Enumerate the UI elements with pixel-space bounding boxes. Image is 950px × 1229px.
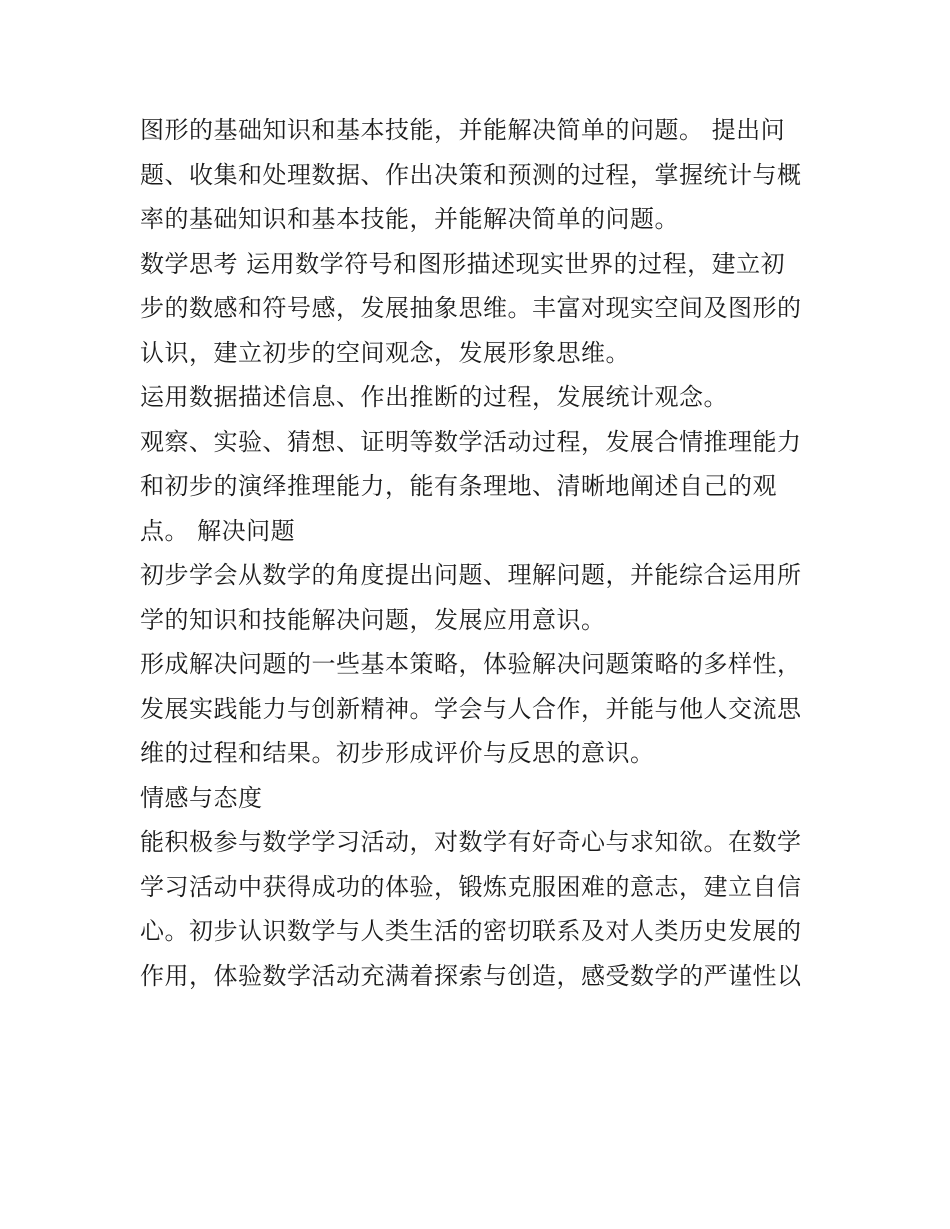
text-line: 题、收集和处理数据、作出决策和预测的过程，掌握统计与概: [140, 160, 802, 189]
text-line: 发展实践能力与创新精神。学会与人合作，并能与他人交流思: [140, 694, 802, 723]
text-line: 数学思考 运用数学符号和图形描述现实世界的过程，建立初: [140, 249, 786, 278]
text-line: 点。 解决问题: [140, 516, 296, 545]
text-line: 和初步的演绎推理能力，能有条理地、清晰地阐述自己的观: [140, 472, 777, 500]
document-body: [140, 108, 820, 998]
text-line: 学的知识和技能解决问题，发展应用意识。: [140, 605, 606, 634]
section-heading: 情感与态度: [140, 783, 263, 812]
text-line: 观察、实验、猜想、证明等数学活动过程，发展合情推理能力: [140, 427, 802, 456]
text-line: 作用，体验数学活动充满着探索与创造，感受数学的严谨性以: [140, 961, 802, 990]
text-line: 维的过程和结果。初步形成评价与反思的意识。: [140, 739, 655, 767]
text-line: 形成解决问题的一些基本策略，体验解决问题策略的多样性，: [140, 650, 802, 678]
text-line: 步的数感和符号感，发展抽象思维。丰富对现实空间及图形的: [140, 294, 802, 322]
text-line: 率的基础知识和基本技能，并能解决简单的问题。: [140, 205, 679, 233]
text-line: 能积极参与数学学习活动，对数学有好奇心与求知欲。在数学: [140, 828, 802, 856]
text-line: 运用数据描述信息、作出推断的过程，发展统计观念。: [140, 383, 728, 411]
text-line: 图形的基础知识和基本技能，并能解决简单的问题。 提出问: [140, 116, 786, 144]
text-line: 学习活动中获得成功的体验，锻炼克服困难的意志，建立自信: [140, 872, 802, 901]
text-line: 认识，建立初步的空间观念，发展形象思维。: [140, 338, 630, 367]
text-line: 心。初步认识数学与人类生活的密切联系及对人类历史发展的: [140, 917, 802, 945]
text-line: 初步学会从数学的角度提出问题、理解问题，并能综合运用所: [140, 561, 802, 589]
